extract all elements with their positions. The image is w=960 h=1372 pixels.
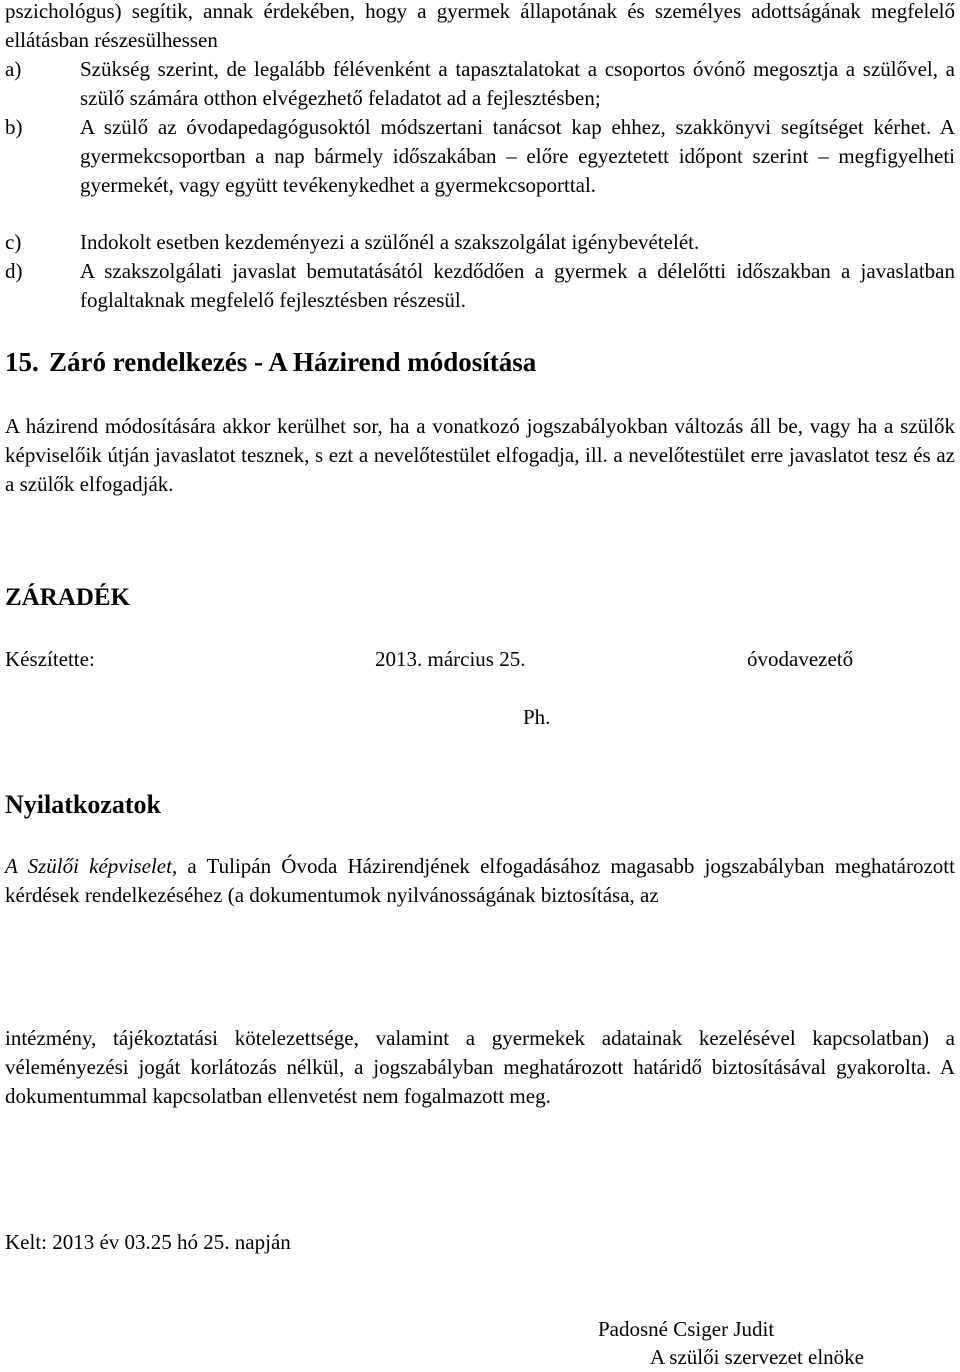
declaration-subject: A Szülői képviselet, <box>5 854 178 878</box>
nyilatkozatok-heading: Nyilatkozatok <box>5 790 161 819</box>
list-item-d <box>5 257 955 315</box>
section-number: 15. <box>5 347 39 377</box>
intro-paragraph: pszichológus) segítik, annak érdekében, hogy a gyermek állapotának és személyes adottságának megfelelő ellátásban részesülhessen <box>5 0 955 52</box>
zaradek-heading: ZÁRADÉK <box>5 584 131 611</box>
declaration-text: a Tulipán Óvoda Házirendjének elfogadásához magasabb jogszabályban meghatározott kérdések rendelkezéséhez (a dokumentumok nyilvánosságának biztosítása, az <box>5 854 955 907</box>
list-item-text: A szakszolgálati javaslat bemutatásától kezdődően a gyermek a délelőtti időszakban a javaslatban foglaltaknak megfelelő fejlesztésben részesül. <box>80 259 955 312</box>
signer-name: Padosné Csiger Judit <box>598 1317 775 1341</box>
list-item-b <box>5 113 955 200</box>
list-marker: c) <box>5 230 22 254</box>
list-item-text: Szükség szerint, de legalább félévenként a tapasztalatokat a csoportos óvónő megosztja a szülővel, a szülő számára otthon elvégezhető feladatot ad a fejlesztésben; <box>80 57 955 110</box>
section-heading: Záró rendelkezés - A Házirend módosítása <box>49 347 537 377</box>
list-marker: d) <box>5 259 23 283</box>
list-item-text: Indokolt esetben kezdeményezi a szülőnél a szakszolgálat igénybevételét. <box>80 230 700 254</box>
prepared-role: óvodavezető <box>747 647 854 671</box>
list-marker: a) <box>5 57 22 81</box>
declaration-paragraph-2: intézmény, tájékoztatási kötelezettsége, valamint a gyermekek adatainak kezelésével kapcsolatban) a véleményezési jogát korlátozás nélkül, a jogszabályban meghatározott határidő biztosításával gyakorolta. A dokumentummal kapcsolatban ellenvetést nem fogalmazott meg. <box>5 1026 955 1108</box>
list-item-a <box>5 55 955 113</box>
prepared-by-label: Készítette: <box>5 647 95 671</box>
list-marker: b) <box>5 115 23 139</box>
date-line: Kelt: 2013 év 03.25 hó 25. napján <box>5 1230 291 1254</box>
list-item-c <box>5 228 955 257</box>
stamp-placeholder: Ph. <box>523 705 551 729</box>
signer-title: A szülői szervezet elnöke <box>650 1345 864 1369</box>
prepared-date: 2013. március 25. <box>375 647 526 671</box>
list-item-text: A szülő az óvodapedagógusoktól módszertani tanácsot kap ehhez, szakkönyvi segítséget kérhet. A gyermekcsoportban a nap bármely időszakában – előre egyeztetett időpont szerint – megfigyelheti gyermekét, vagy együtt tevékenykedhet a gyermekcsoporttal. <box>80 115 955 197</box>
declaration-paragraph-1 <box>5 852 955 910</box>
section-body: A házirend módosítására akkor kerülhet sor, ha a vonatkozó jogszabályokban változás áll be, vagy ha a szülők képviselőik útján javaslatot tesznek, s ezt a nevelőtestület elfogadja, ill. a nevelőtestület erre javaslatot tesz és az a szülők elfogadják. <box>5 414 955 496</box>
